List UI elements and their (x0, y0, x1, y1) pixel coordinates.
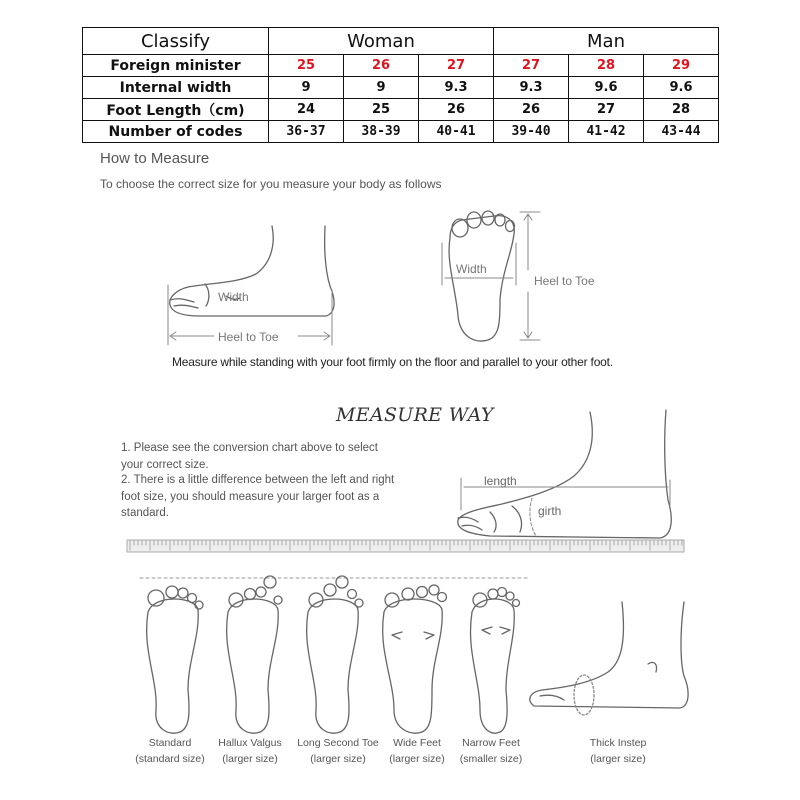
foot-type-note: (larger size) (590, 753, 646, 765)
side-foot-illustration (170, 226, 334, 316)
table-cell: 25 (344, 99, 419, 121)
table-cell: 9.3 (419, 77, 494, 99)
foot-type-note: (smaller size) (459, 753, 523, 765)
measure-way-title: MEASURE WAY (336, 404, 494, 426)
sole-width-label: Width (456, 262, 487, 276)
table-cell: 9 (269, 77, 344, 99)
foot-type-caption (454, 735, 528, 767)
how-to-measure-subtitle: To choose the correct size for you measure your body as follows (100, 177, 442, 191)
foot-type-caption (128, 735, 212, 767)
foot-type-note: (larger size) (310, 753, 366, 765)
girth-curve (530, 498, 536, 536)
row-label: Number of codes (83, 121, 269, 143)
sole-foot-illustration (449, 211, 514, 341)
foot-type-name: Thick Instep (589, 737, 647, 749)
girth-label: girth (538, 504, 562, 518)
table-cell: 25 (269, 55, 344, 77)
table-cell: 9.6 (569, 77, 644, 99)
row-label: Foot Length（cm) (83, 99, 269, 121)
foot-type-name: Standard (148, 737, 192, 749)
how-to-measure-note: Measure while standing with your foot firmly on the floor and parallel to your other foot. (172, 355, 613, 369)
foot-type-caption (210, 735, 290, 767)
foot-standard-illustration (147, 586, 203, 733)
length-label: length (484, 474, 517, 488)
foot-long-second-toe-illustration (307, 576, 363, 733)
table-cell: 29 (644, 55, 719, 77)
table-cell: 26 (344, 55, 419, 77)
foot-narrow-illustration (471, 588, 520, 734)
side-width-label: Width (218, 290, 249, 304)
foot-type-caption (580, 735, 656, 767)
foot-hallux-valgus-illustration (227, 576, 282, 733)
table-cell: 9.6 (644, 77, 719, 99)
table-cell: 27 (419, 55, 494, 77)
table-cell: 39-40 (494, 121, 569, 143)
table-cell: 9 (344, 77, 419, 99)
foot-thick-instep-illustration (530, 602, 688, 715)
header-classify: Classify (83, 28, 269, 55)
table-cell: 28 (644, 99, 719, 121)
foot-type-note: (larger size) (389, 753, 445, 765)
foot-type-caption (384, 735, 450, 767)
table-cell: 28 (569, 55, 644, 77)
table-cell: 36-37 (269, 121, 344, 143)
row-label: Internal width (83, 77, 269, 99)
header-woman: Woman (269, 28, 494, 55)
ruler-illustration (127, 540, 684, 552)
foot-type-name: Wide Feet (393, 737, 441, 749)
table-cell: 41-42 (569, 121, 644, 143)
row-label: Foreign minister (83, 55, 269, 77)
side-heel-to-toe-label: Heel to Toe (218, 330, 279, 344)
table-cell: 27 (494, 55, 569, 77)
measure-step: 1. Please see the conversion chart above to select your correct size. (121, 442, 378, 471)
table-cell: 27 (569, 99, 644, 121)
table-cell: 43-44 (644, 121, 719, 143)
table-cell: 40-41 (419, 121, 494, 143)
foot-wide-illustration (383, 585, 447, 733)
table-cell: 26 (419, 99, 494, 121)
foot-type-note: (standard size) (135, 753, 205, 765)
table-cell: 38-39 (344, 121, 419, 143)
table-cell: 9.3 (494, 77, 569, 99)
table-cell: 24 (269, 99, 344, 121)
foot-type-name: Long Second Toe (297, 737, 379, 749)
foot-type-name: Narrow Feet (462, 737, 520, 749)
foot-type-name: Hallux Valgus (218, 737, 282, 749)
sole-heel-to-toe-label: Heel to Toe (534, 274, 595, 288)
measure-step: 2. There is a little difference between the left and right foot size, you should measure your larger foot as a standard. (121, 474, 395, 519)
foot-type-note: (larger size) (222, 753, 278, 765)
table-cell: 26 (494, 99, 569, 121)
header-man: Man (494, 28, 719, 55)
foot-type-caption (292, 735, 384, 767)
how-to-measure-title: How to Measure (100, 150, 210, 167)
